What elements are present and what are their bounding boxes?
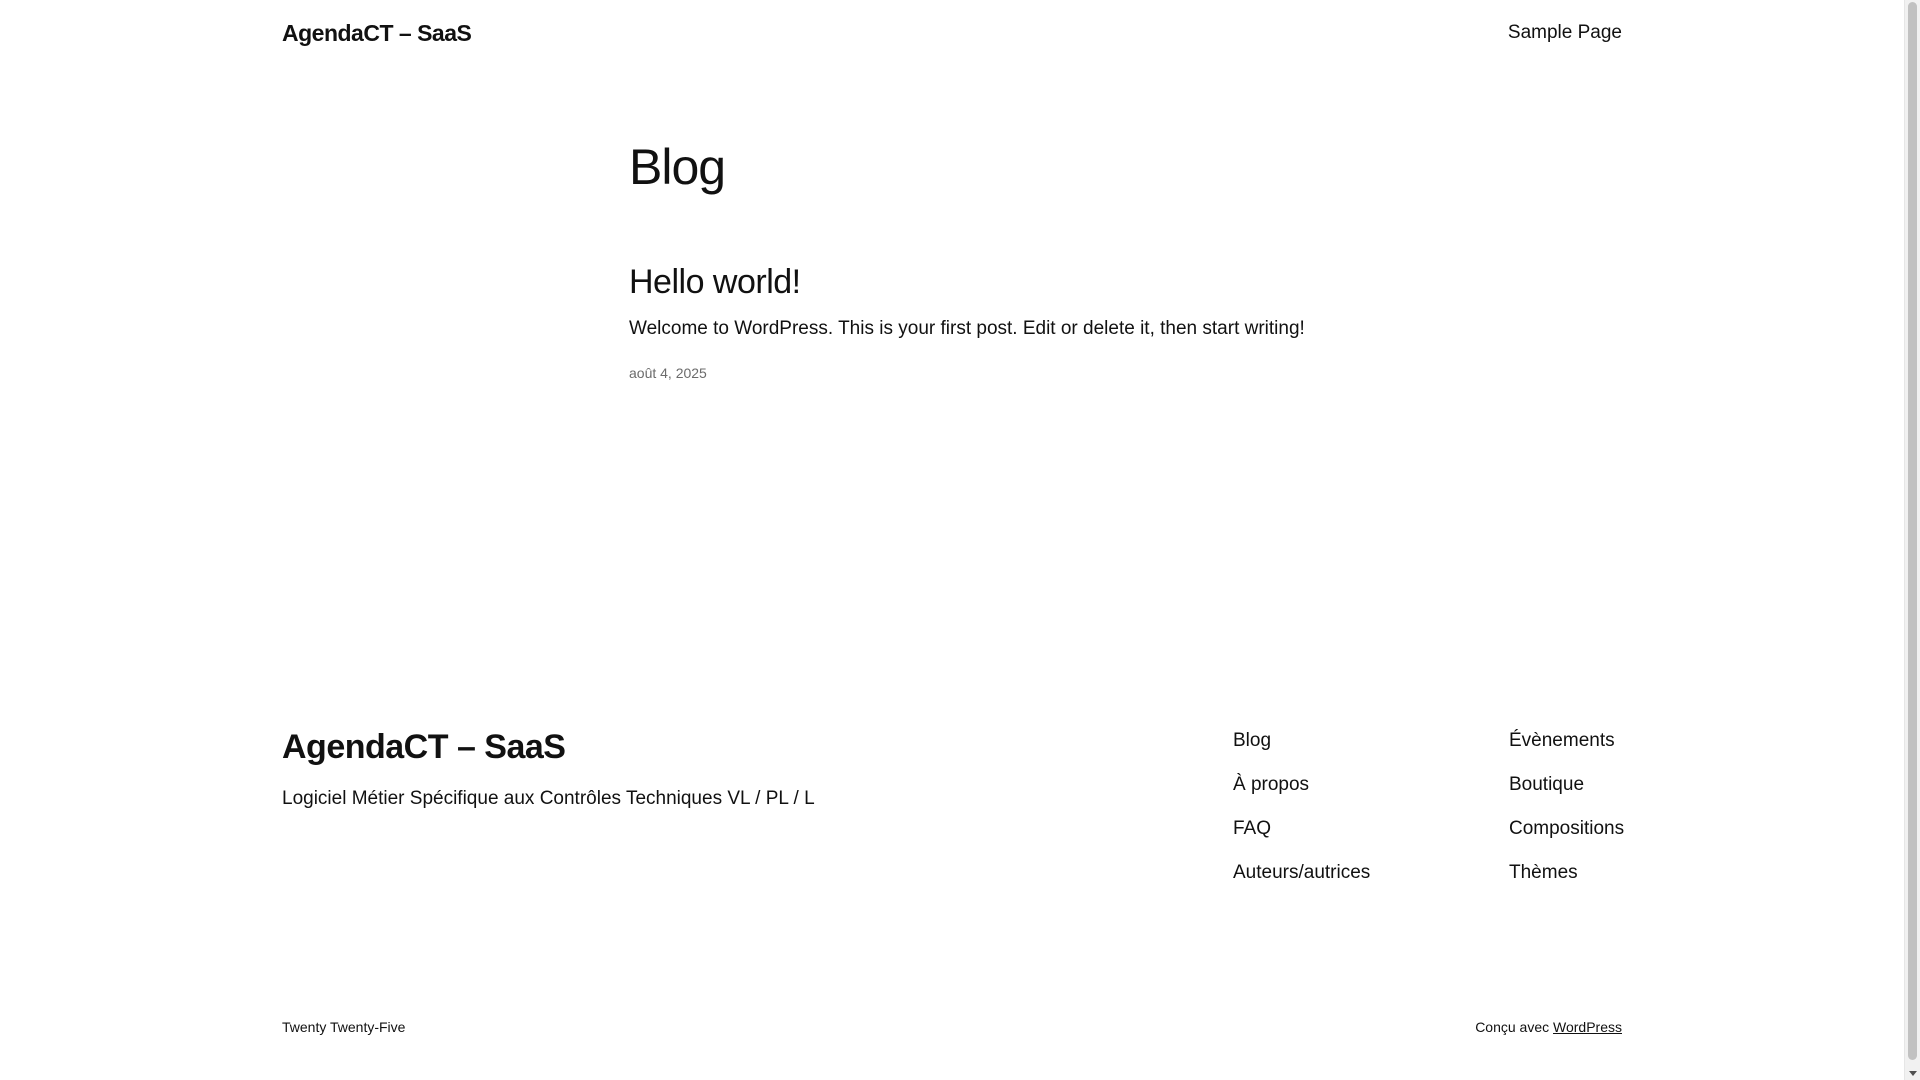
nav-sample-page[interactable]: Sample Page <box>1507 22 1622 43</box>
post-item <box>629 261 1329 383</box>
footer-tagline: Logiciel Métier Spécifique aux Contrôles Techniques VL / PL / L <box>282 788 815 809</box>
post-excerpt: Welcome to WordPress. This is your first post. Edit or delete it, then start writing! <box>629 318 1305 339</box>
footer-nav-item <box>1509 862 1624 906</box>
scrollbar-thumb[interactable] <box>1908 2 1917 1060</box>
footer-nav-item <box>1233 818 1370 862</box>
main-content <box>629 137 1329 383</box>
footer-nav-secondary <box>1509 730 1624 906</box>
footer-link-shop[interactable]: Boutique <box>1509 774 1585 795</box>
powered-by-prefix: Conçu avec <box>1475 1019 1550 1035</box>
footer-nav-item <box>1233 774 1370 818</box>
footer-nav-item <box>1233 862 1370 906</box>
footer-nav-primary <box>1233 730 1370 906</box>
footer-link-events[interactable]: Évènements <box>1509 730 1615 751</box>
footer-nav-item <box>1509 818 1624 862</box>
page-title: Blog <box>629 139 726 195</box>
footer-nav-item <box>1509 774 1624 818</box>
footer-link-blog[interactable]: Blog <box>1233 730 1272 751</box>
post-date-link[interactable]: août 4, 2025 <box>629 365 707 381</box>
scroll-down-arrow-icon[interactable] <box>1909 1071 1917 1076</box>
powered-by <box>1475 1019 1622 1035</box>
site-title-link[interactable]: AgendaCT – SaaS <box>282 20 472 46</box>
footer-link-about[interactable]: À propos <box>1233 774 1310 795</box>
theme-credit-link[interactable]: Twenty Twenty-Five <box>282 1019 406 1035</box>
footer-link-authors[interactable]: Auteurs/autrices <box>1233 862 1371 883</box>
footer-link-faq[interactable]: FAQ <box>1233 818 1272 839</box>
footer-nav-item <box>1233 730 1370 774</box>
footer-nav-item <box>1509 730 1624 774</box>
footer-link-patterns[interactable]: Compositions <box>1509 818 1625 839</box>
wordpress-link[interactable]: WordPress <box>1553 1019 1622 1035</box>
vertical-scrollbar[interactable] <box>1904 0 1920 1080</box>
post-title-link[interactable]: Hello world! <box>629 263 801 301</box>
footer-site-title-link[interactable]: AgendaCT – SaaS <box>282 728 566 766</box>
footer-link-themes[interactable]: Thèmes <box>1509 862 1578 883</box>
